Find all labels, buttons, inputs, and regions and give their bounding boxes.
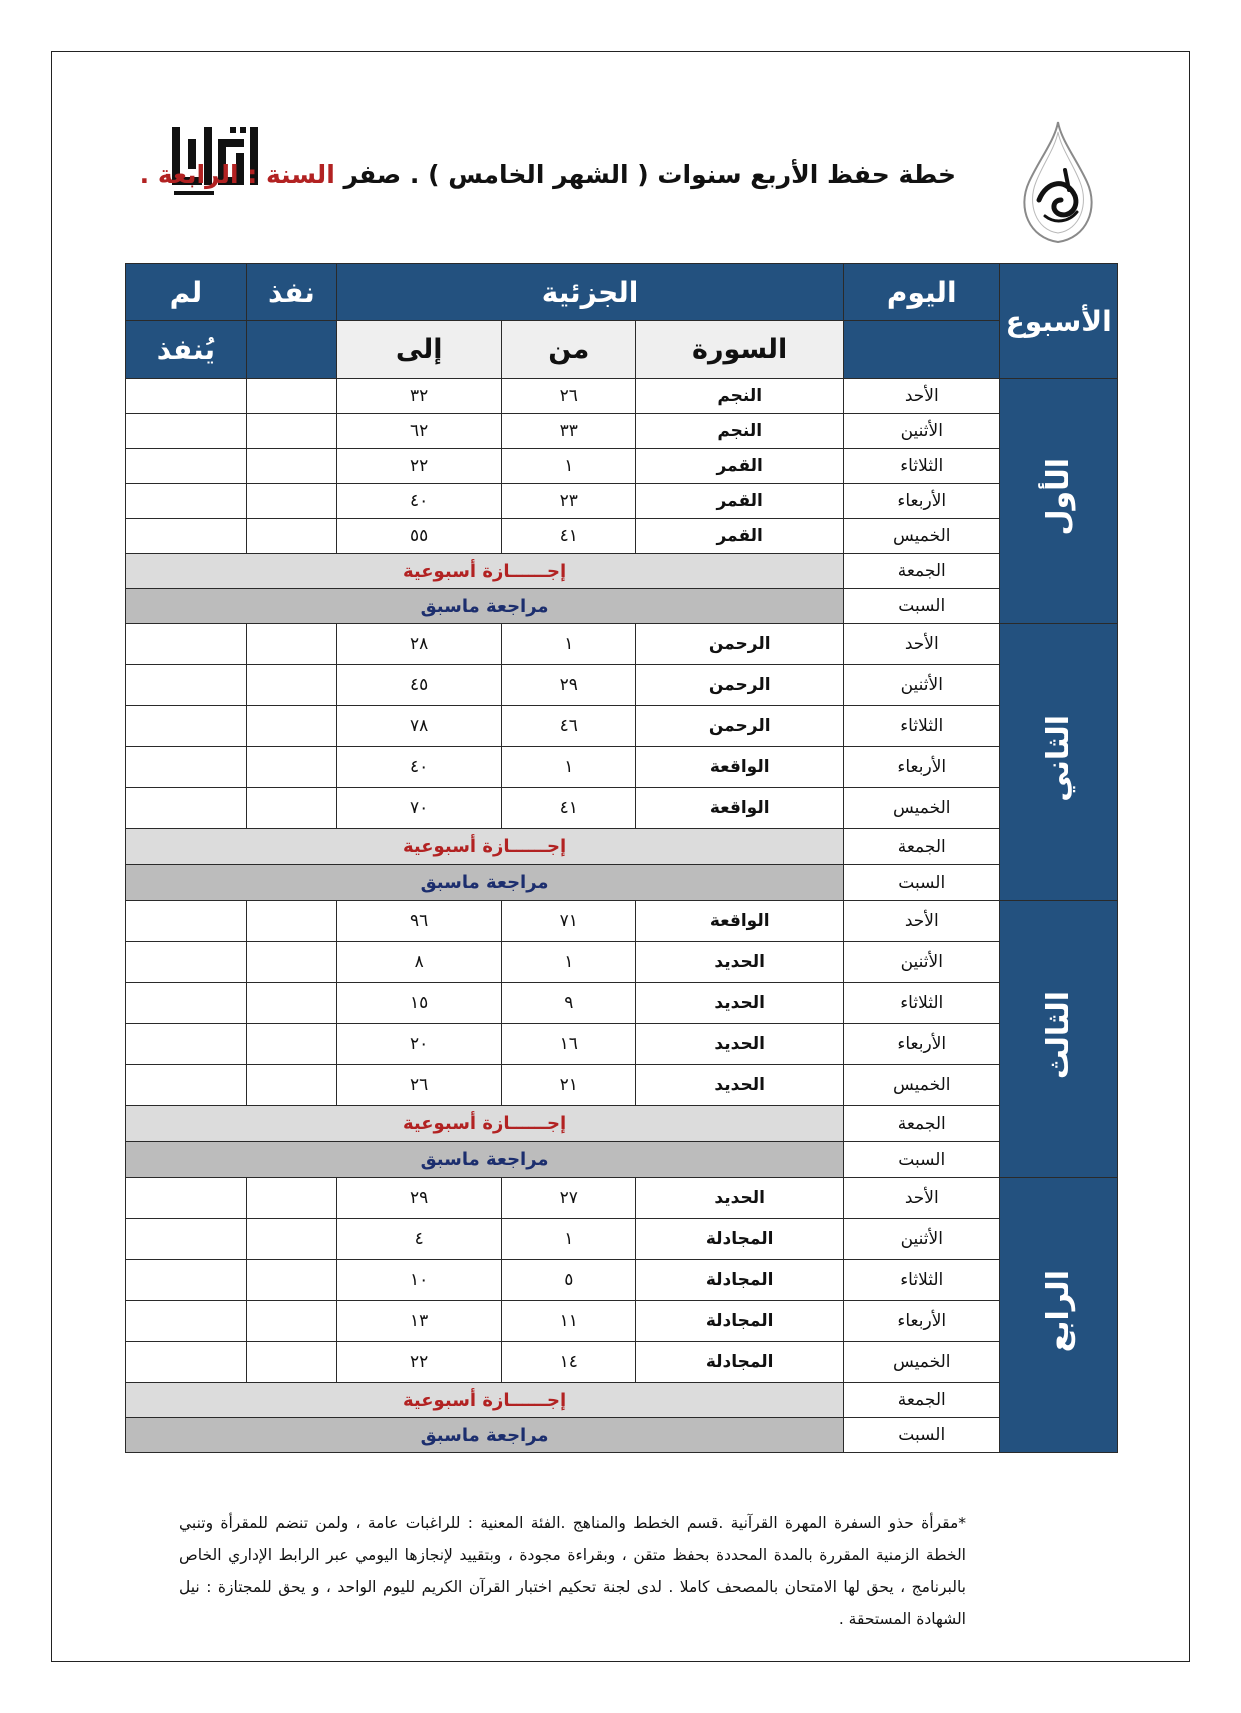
holiday-row: إجــــــازة أسبوعية bbox=[126, 829, 844, 865]
day-cell: الخميس bbox=[844, 1065, 1000, 1106]
day-cell: الثلاثاء bbox=[844, 449, 1000, 484]
day-cell: الأربعاء bbox=[844, 484, 1000, 519]
from-cell: ٣٣ bbox=[502, 414, 636, 449]
done-checkbox-cell[interactable] bbox=[246, 379, 336, 414]
week-label: الرابع bbox=[1000, 1178, 1118, 1453]
not-done-checkbox-cell[interactable] bbox=[126, 1260, 247, 1301]
day-cell: الأحد bbox=[844, 624, 1000, 665]
sura-cell: الرحمن bbox=[636, 706, 844, 747]
sura-cell: المجادلة bbox=[636, 1260, 844, 1301]
review-row: مراجعة ماسبق bbox=[126, 1142, 844, 1178]
sura-cell: المجادلة bbox=[636, 1219, 844, 1260]
not-done-checkbox-cell[interactable] bbox=[126, 983, 247, 1024]
not-done-checkbox-cell[interactable] bbox=[126, 624, 247, 665]
header-done-blank bbox=[246, 321, 336, 379]
week-label: الثالث bbox=[1000, 901, 1118, 1178]
to-cell: ٤ bbox=[337, 1219, 502, 1260]
sura-cell: النجم bbox=[636, 414, 844, 449]
day-cell: الثلاثاء bbox=[844, 706, 1000, 747]
from-cell: ٩ bbox=[502, 983, 636, 1024]
done-checkbox-cell[interactable] bbox=[246, 747, 336, 788]
sura-cell: المجادلة bbox=[636, 1301, 844, 1342]
not-done-checkbox-cell[interactable] bbox=[126, 665, 247, 706]
not-done-checkbox-cell[interactable] bbox=[126, 1178, 247, 1219]
friday-cell: الجمعة bbox=[844, 1106, 1000, 1142]
done-checkbox-cell[interactable] bbox=[246, 519, 336, 554]
day-cell: الثلاثاء bbox=[844, 1260, 1000, 1301]
day-cell: الأثنين bbox=[844, 414, 1000, 449]
day-cell: الأربعاء bbox=[844, 747, 1000, 788]
header-done: نفذ bbox=[246, 264, 336, 321]
saturday-cell: السبت bbox=[844, 1418, 1000, 1453]
not-done-checkbox-cell[interactable] bbox=[126, 1024, 247, 1065]
done-checkbox-cell[interactable] bbox=[246, 942, 336, 983]
hathw-logo bbox=[1017, 120, 1099, 245]
to-cell: ٤٠ bbox=[337, 747, 502, 788]
header-to: إلى bbox=[337, 321, 502, 379]
done-checkbox-cell[interactable] bbox=[246, 1260, 336, 1301]
to-cell: ٢٨ bbox=[337, 624, 502, 665]
sura-cell: القمر bbox=[636, 519, 844, 554]
sura-cell: الحديد bbox=[636, 983, 844, 1024]
sura-cell: الحديد bbox=[636, 942, 844, 983]
holiday-row: إجــــــازة أسبوعية bbox=[126, 1106, 844, 1142]
holiday-row: إجــــــازة أسبوعية bbox=[126, 554, 844, 589]
sura-cell: المجادلة bbox=[636, 1342, 844, 1383]
done-checkbox-cell[interactable] bbox=[246, 1024, 336, 1065]
from-cell: ٢٩ bbox=[502, 665, 636, 706]
review-row: مراجعة ماسبق bbox=[126, 589, 844, 624]
not-done-checkbox-cell[interactable] bbox=[126, 379, 247, 414]
to-cell: ١٣ bbox=[337, 1301, 502, 1342]
week-label: الأول bbox=[1000, 379, 1118, 624]
header-day-blank bbox=[844, 321, 1000, 379]
from-cell: ١١ bbox=[502, 1301, 636, 1342]
sura-cell: القمر bbox=[636, 449, 844, 484]
review-row: مراجعة ماسبق bbox=[126, 1418, 844, 1453]
done-checkbox-cell[interactable] bbox=[246, 484, 336, 519]
not-done-checkbox-cell[interactable] bbox=[126, 788, 247, 829]
done-checkbox-cell[interactable] bbox=[246, 983, 336, 1024]
header-from: من bbox=[502, 321, 636, 379]
from-cell: ٢٣ bbox=[502, 484, 636, 519]
sura-cell: النجم bbox=[636, 379, 844, 414]
title-year-label: السنة bbox=[266, 160, 335, 189]
friday-cell: الجمعة bbox=[844, 554, 1000, 589]
holiday-row: إجــــــازة أسبوعية bbox=[126, 1383, 844, 1418]
not-done-checkbox-cell[interactable] bbox=[126, 449, 247, 484]
done-checkbox-cell[interactable] bbox=[246, 1065, 336, 1106]
day-cell: الأحد bbox=[844, 901, 1000, 942]
not-done-checkbox-cell[interactable] bbox=[126, 414, 247, 449]
to-cell: ١٥ bbox=[337, 983, 502, 1024]
sura-cell: الرحمن bbox=[636, 624, 844, 665]
to-cell: ٨ bbox=[337, 942, 502, 983]
from-cell: ١ bbox=[502, 747, 636, 788]
week-label: الثاني bbox=[1000, 624, 1118, 901]
from-cell: ٤٦ bbox=[502, 706, 636, 747]
plan-title bbox=[140, 160, 956, 189]
to-cell: ٢٩ bbox=[337, 1178, 502, 1219]
sura-cell: الرحمن bbox=[636, 665, 844, 706]
to-cell: ٧٨ bbox=[337, 706, 502, 747]
day-cell: الخميس bbox=[844, 519, 1000, 554]
header-part: الجزئية bbox=[337, 264, 844, 321]
to-cell: ٢٢ bbox=[337, 1342, 502, 1383]
from-cell: ٤١ bbox=[502, 788, 636, 829]
day-cell: الأثنين bbox=[844, 665, 1000, 706]
done-checkbox-cell[interactable] bbox=[246, 449, 336, 484]
done-checkbox-cell[interactable] bbox=[246, 1342, 336, 1383]
from-cell: ٥ bbox=[502, 1260, 636, 1301]
sura-cell: الواقعة bbox=[636, 901, 844, 942]
not-done-checkbox-cell[interactable] bbox=[126, 1219, 247, 1260]
title-main: خطة حفظ الأربع سنوات ( الشهر الخامس ) . صفر bbox=[334, 160, 956, 189]
done-checkbox-cell[interactable] bbox=[246, 665, 336, 706]
from-cell: ١٦ bbox=[502, 1024, 636, 1065]
from-cell: ٧١ bbox=[502, 901, 636, 942]
sura-cell: القمر bbox=[636, 484, 844, 519]
to-cell: ١٠ bbox=[337, 1260, 502, 1301]
sura-cell: الحديد bbox=[636, 1024, 844, 1065]
from-cell: ١٤ bbox=[502, 1342, 636, 1383]
footnote: *مقرأة حذو السفرة المهرة القرآنية .قسم الخطط والمناهج .الفئة المعنية : للراغبات عامة ، ولمن تنضم للمقرأة وتنبي الخطة الزمنية المقررة بالمدة المحددة بحفظ متقن ، وبقراءة مجودة ، وبتقييد لإنجازها اليومي عبر الرابط الإداري الخاص بالبرنامج ، يحق لها الامتحان بالمصحف كاملا . لدى لجنة تحكيم اختبار القرآن الكريم لليوم الواحد ، و يحق للمجتازة : نيل الشهادة المستحقة . bbox=[179, 1514, 966, 1628]
to-cell: ٤٥ bbox=[337, 665, 502, 706]
from-cell: ٢٧ bbox=[502, 1178, 636, 1219]
from-cell: ٤١ bbox=[502, 519, 636, 554]
day-cell: الأثنين bbox=[844, 942, 1000, 983]
day-cell: الأربعاء bbox=[844, 1024, 1000, 1065]
from-cell: ٢١ bbox=[502, 1065, 636, 1106]
sura-cell: الحديد bbox=[636, 1178, 844, 1219]
saturday-cell: السبت bbox=[844, 589, 1000, 624]
day-cell: الخميس bbox=[844, 1342, 1000, 1383]
header-not-done-bottom: يُنفذ bbox=[126, 321, 247, 379]
sura-cell: الواقعة bbox=[636, 747, 844, 788]
not-done-checkbox-cell[interactable] bbox=[126, 901, 247, 942]
day-cell: الأحد bbox=[844, 1178, 1000, 1219]
to-cell: ٥٥ bbox=[337, 519, 502, 554]
header-week: الأسبوع bbox=[1000, 264, 1118, 379]
not-done-checkbox-cell[interactable] bbox=[126, 1065, 247, 1106]
day-cell: الأثنين bbox=[844, 1219, 1000, 1260]
done-checkbox-cell[interactable] bbox=[246, 901, 336, 942]
friday-cell: الجمعة bbox=[844, 1383, 1000, 1418]
day-cell: الأربعاء bbox=[844, 1301, 1000, 1342]
not-done-checkbox-cell[interactable] bbox=[126, 484, 247, 519]
header-not-done-top: لم bbox=[126, 264, 247, 321]
not-done-checkbox-cell[interactable] bbox=[126, 747, 247, 788]
sura-cell: الحديد bbox=[636, 1065, 844, 1106]
day-cell: الثلاثاء bbox=[844, 983, 1000, 1024]
day-cell: الخميس bbox=[844, 788, 1000, 829]
not-done-checkbox-cell[interactable] bbox=[126, 519, 247, 554]
done-checkbox-cell[interactable] bbox=[246, 414, 336, 449]
done-checkbox-cell[interactable] bbox=[246, 706, 336, 747]
to-cell: ٢٢ bbox=[337, 449, 502, 484]
from-cell: ٢٦ bbox=[502, 379, 636, 414]
to-cell: ٣٢ bbox=[337, 379, 502, 414]
memorization-plan-table bbox=[125, 263, 1118, 1453]
to-cell: ٩٦ bbox=[337, 901, 502, 942]
done-checkbox-cell[interactable] bbox=[246, 1178, 336, 1219]
done-checkbox-cell[interactable] bbox=[246, 624, 336, 665]
to-cell: ٦٢ bbox=[337, 414, 502, 449]
to-cell: ٢٠ bbox=[337, 1024, 502, 1065]
to-cell: ٢٦ bbox=[337, 1065, 502, 1106]
not-done-checkbox-cell[interactable] bbox=[126, 1342, 247, 1383]
to-cell: ٤٠ bbox=[337, 484, 502, 519]
header-sura: السورة bbox=[636, 321, 844, 379]
sura-cell: الواقعة bbox=[636, 788, 844, 829]
day-cell: الأحد bbox=[844, 379, 1000, 414]
from-cell: ١ bbox=[502, 942, 636, 983]
review-row: مراجعة ماسبق bbox=[126, 865, 844, 901]
done-checkbox-cell[interactable] bbox=[246, 1301, 336, 1342]
done-checkbox-cell[interactable] bbox=[246, 788, 336, 829]
not-done-checkbox-cell[interactable] bbox=[126, 706, 247, 747]
saturday-cell: السبت bbox=[844, 1142, 1000, 1178]
title-year-value: : الرابعة . bbox=[139, 160, 258, 189]
done-checkbox-cell[interactable] bbox=[246, 1219, 336, 1260]
from-cell: ١ bbox=[502, 449, 636, 484]
from-cell: ١ bbox=[502, 624, 636, 665]
saturday-cell: السبت bbox=[844, 865, 1000, 901]
from-cell: ١ bbox=[502, 1219, 636, 1260]
header-day: اليوم bbox=[844, 264, 1000, 321]
to-cell: ٧٠ bbox=[337, 788, 502, 829]
not-done-checkbox-cell[interactable] bbox=[126, 1301, 247, 1342]
friday-cell: الجمعة bbox=[844, 829, 1000, 865]
not-done-checkbox-cell[interactable] bbox=[126, 942, 247, 983]
